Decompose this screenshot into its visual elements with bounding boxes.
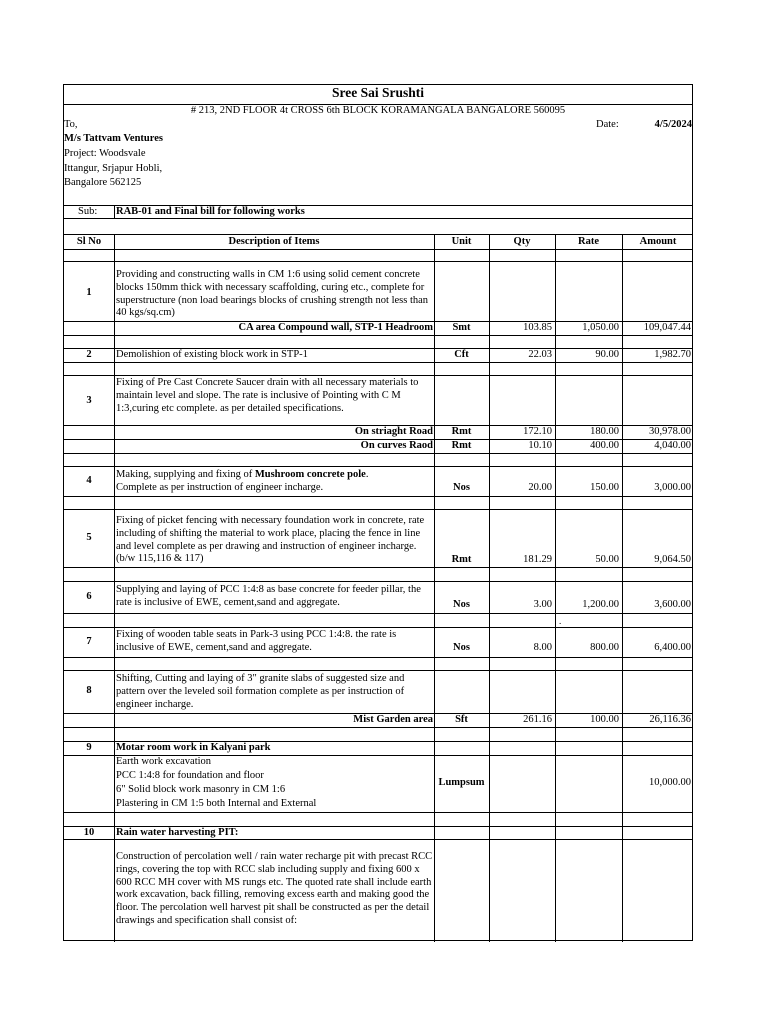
divider bbox=[64, 375, 692, 376]
column-header-rate: Rate bbox=[578, 236, 599, 247]
item-subdescription: On striaght Road bbox=[354, 426, 433, 437]
column-header-amount: Amount bbox=[639, 236, 677, 247]
item-amount: 3,000.00 bbox=[654, 482, 691, 493]
divider bbox=[64, 496, 692, 497]
item-amount: 6,400.00 bbox=[654, 642, 691, 653]
client-address-line: Bangalore 562125 bbox=[64, 177, 142, 188]
divider bbox=[64, 670, 692, 671]
item-amount: 9,064.50 bbox=[654, 554, 691, 565]
client-name: M/s Tattvam Ventures bbox=[64, 133, 163, 144]
item-unit: Nos bbox=[453, 599, 470, 610]
item-amount: 26,116.36 bbox=[649, 714, 691, 725]
divider bbox=[64, 627, 692, 628]
date-value: 4/5/2024 bbox=[654, 119, 692, 130]
divider bbox=[64, 335, 692, 336]
item-qty: 103.85 bbox=[523, 322, 552, 333]
divider bbox=[64, 581, 692, 582]
item-rate: 1,200.00 bbox=[582, 599, 619, 610]
item-amount: 1,982.70 bbox=[654, 349, 691, 360]
item-amount: 10,000.00 bbox=[649, 777, 691, 788]
subject-label: Sub: bbox=[78, 206, 98, 217]
item-amount: 30,978.00 bbox=[649, 426, 691, 437]
divider bbox=[64, 613, 692, 614]
item-rate: 800.00 bbox=[590, 642, 619, 653]
item-subdescription: On curves Raod bbox=[360, 440, 433, 451]
divider bbox=[64, 657, 692, 658]
item-unit: Smt bbox=[452, 322, 471, 333]
item-description: Supplying and laying of PCC 1:4:8 as base concrete for feeder pillar, the rate is inclusive of EWE, cement,sand and aggregate. bbox=[116, 584, 421, 608]
item-description: Providing and constructing walls in CM 1:6 using solid cement concrete blocks 150mm thick with necessary scaffolding, curing etc., complete for superstructure (non load bearings blocks of crushing strength not less than 40 kgs/sq.cm) bbox=[116, 269, 429, 319]
item-rate: 400.00 bbox=[590, 440, 619, 451]
item-sl: 6 bbox=[86, 591, 92, 602]
item-line: Earth work excavation bbox=[116, 756, 212, 767]
item-sl: 3 bbox=[86, 395, 92, 406]
item-description: Construction of percolation well / rain water recharge pit with precast RCC rings, covering the top with RCC slab including supply and fixing 600 x 600 RCC MH cover with MS rungs etc. The quoted rate shall include earth work excavation, back filling, removing excess earth and making good the floor. The percolation well harvest pit shall be constructed as per the detail drawings and specification shall consist of: bbox=[116, 851, 433, 926]
item-description: Fixing of picket fencing with necessary foundation work in concrete, rate including of shifting the material to work place, placing the fence in line and level complete as per drawing and instruction of engineer incharge.(b/w 115,116 & 117) bbox=[116, 515, 425, 565]
divider bbox=[434, 234, 435, 942]
divider bbox=[64, 453, 692, 454]
item-description: Shifting, Cutting and laying of 3" granite slabs of suggested size and pattern over the leveled soil formation complete as per instruction of engineer incharge. bbox=[116, 673, 405, 710]
subject-text: RAB-01 and Final bill for following works bbox=[116, 206, 305, 217]
divider bbox=[114, 205, 115, 218]
item-qty: 261.16 bbox=[523, 714, 552, 725]
date-label: Date: bbox=[596, 119, 619, 130]
item-rate: 90.00 bbox=[595, 349, 619, 360]
item-description: Demolishion of existing block work in STP-1 bbox=[116, 349, 308, 360]
item-unit: Rmt bbox=[451, 426, 472, 437]
project-name: Project: Woodsvale bbox=[64, 148, 146, 159]
column-header-description: Description of Items bbox=[228, 236, 320, 247]
item-rate: 100.00 bbox=[590, 714, 619, 725]
item-qty: 172.10 bbox=[523, 426, 552, 437]
item-sl: 2 bbox=[86, 349, 92, 360]
to-label: To, bbox=[64, 119, 78, 130]
item-rate: 1,050.00 bbox=[582, 322, 619, 333]
item-line: Plastering in CM 1:5 both Internal and External bbox=[116, 798, 317, 809]
item-line: PCC 1:4:8 for foundation and floor bbox=[116, 770, 264, 781]
item-unit: Nos bbox=[453, 482, 470, 493]
divider bbox=[64, 261, 692, 262]
item-qty: 20.00 bbox=[528, 482, 552, 493]
item-description: Making, supplying and fixing of Mushroom concrete pole. bbox=[116, 469, 369, 480]
item-sl: 4 bbox=[86, 475, 92, 486]
item-subdescription: CA area Compound wall, STP-1 Headroom bbox=[238, 322, 433, 333]
item-sl: 8 bbox=[86, 685, 92, 696]
item-description: Complete as per instruction of engineer incharge. bbox=[116, 482, 324, 493]
item-unit: Rmt bbox=[451, 554, 472, 565]
item-rate: 50.00 bbox=[595, 554, 619, 565]
divider bbox=[64, 362, 692, 363]
company-name: Sree Sai Srushti bbox=[331, 85, 424, 100]
column-header-qty: Qty bbox=[513, 236, 531, 247]
divider bbox=[64, 509, 692, 510]
item-qty: 3.00 bbox=[533, 599, 552, 610]
item-title: Motar room work in Kalyani park bbox=[116, 742, 271, 753]
item-unit: Nos bbox=[453, 642, 470, 653]
item-rate: 150.00 bbox=[590, 482, 619, 493]
divider bbox=[64, 249, 692, 250]
item-qty: 10.10 bbox=[528, 440, 552, 451]
item-sl: 7 bbox=[86, 636, 92, 647]
item-unit: Rmt bbox=[451, 440, 472, 451]
item-sl: 1 bbox=[86, 287, 92, 298]
item-qty: 22.03 bbox=[528, 349, 552, 360]
column-header-sl: Sl No bbox=[76, 236, 102, 247]
item-description: Fixing of wooden table seats in Park-3 using PCC 1:4:8. the rate is inclusive of EWE, cement,sand and aggregate. bbox=[116, 629, 397, 653]
column-header-unit: Unit bbox=[451, 236, 472, 247]
item-sl: 5 bbox=[86, 532, 92, 543]
divider bbox=[64, 727, 692, 728]
bill-sheet bbox=[63, 84, 693, 941]
item-subdescription: Mist Garden area bbox=[353, 714, 433, 725]
stray-mark: . bbox=[559, 616, 562, 626]
item-amount: 109,047.44 bbox=[643, 322, 691, 333]
divider bbox=[64, 466, 692, 467]
item-title: Rain water harvesting PIT: bbox=[116, 827, 239, 838]
item-line: 6" Solid block work masonry in CM 1:6 bbox=[116, 784, 286, 795]
item-qty: 8.00 bbox=[533, 642, 552, 653]
item-sl: 9 bbox=[86, 742, 92, 753]
item-amount: 3,600.00 bbox=[654, 599, 691, 610]
item-amount: 4,040.00 bbox=[654, 440, 691, 451]
client-address-line: Ittangur, Srjapur Hobli, bbox=[64, 163, 163, 174]
divider bbox=[622, 234, 623, 942]
item-qty: 181.29 bbox=[523, 554, 552, 565]
divider bbox=[489, 234, 490, 942]
item-unit: Lumpsum bbox=[438, 777, 485, 788]
item-description: Fixing of Pre Cast Concrete Saucer drain with all necessary materials to maintain level and slope. The rate is inclusive of Pointing with C M 1:3,curing etc complete. as per detailed specifications. bbox=[116, 377, 419, 414]
divider bbox=[64, 567, 692, 568]
divider bbox=[114, 234, 115, 942]
divider bbox=[64, 812, 692, 813]
item-unit: Sft bbox=[455, 714, 468, 725]
divider bbox=[555, 234, 556, 942]
company-address: # 213, 2ND FLOOR 4t CROSS 6th BLOCK KORAMANGALA BANGALORE 560095 bbox=[190, 105, 566, 116]
item-unit: Cft bbox=[454, 349, 469, 360]
item-rate: 180.00 bbox=[590, 426, 619, 437]
item-sl: 10 bbox=[83, 827, 95, 838]
divider bbox=[64, 234, 692, 235]
